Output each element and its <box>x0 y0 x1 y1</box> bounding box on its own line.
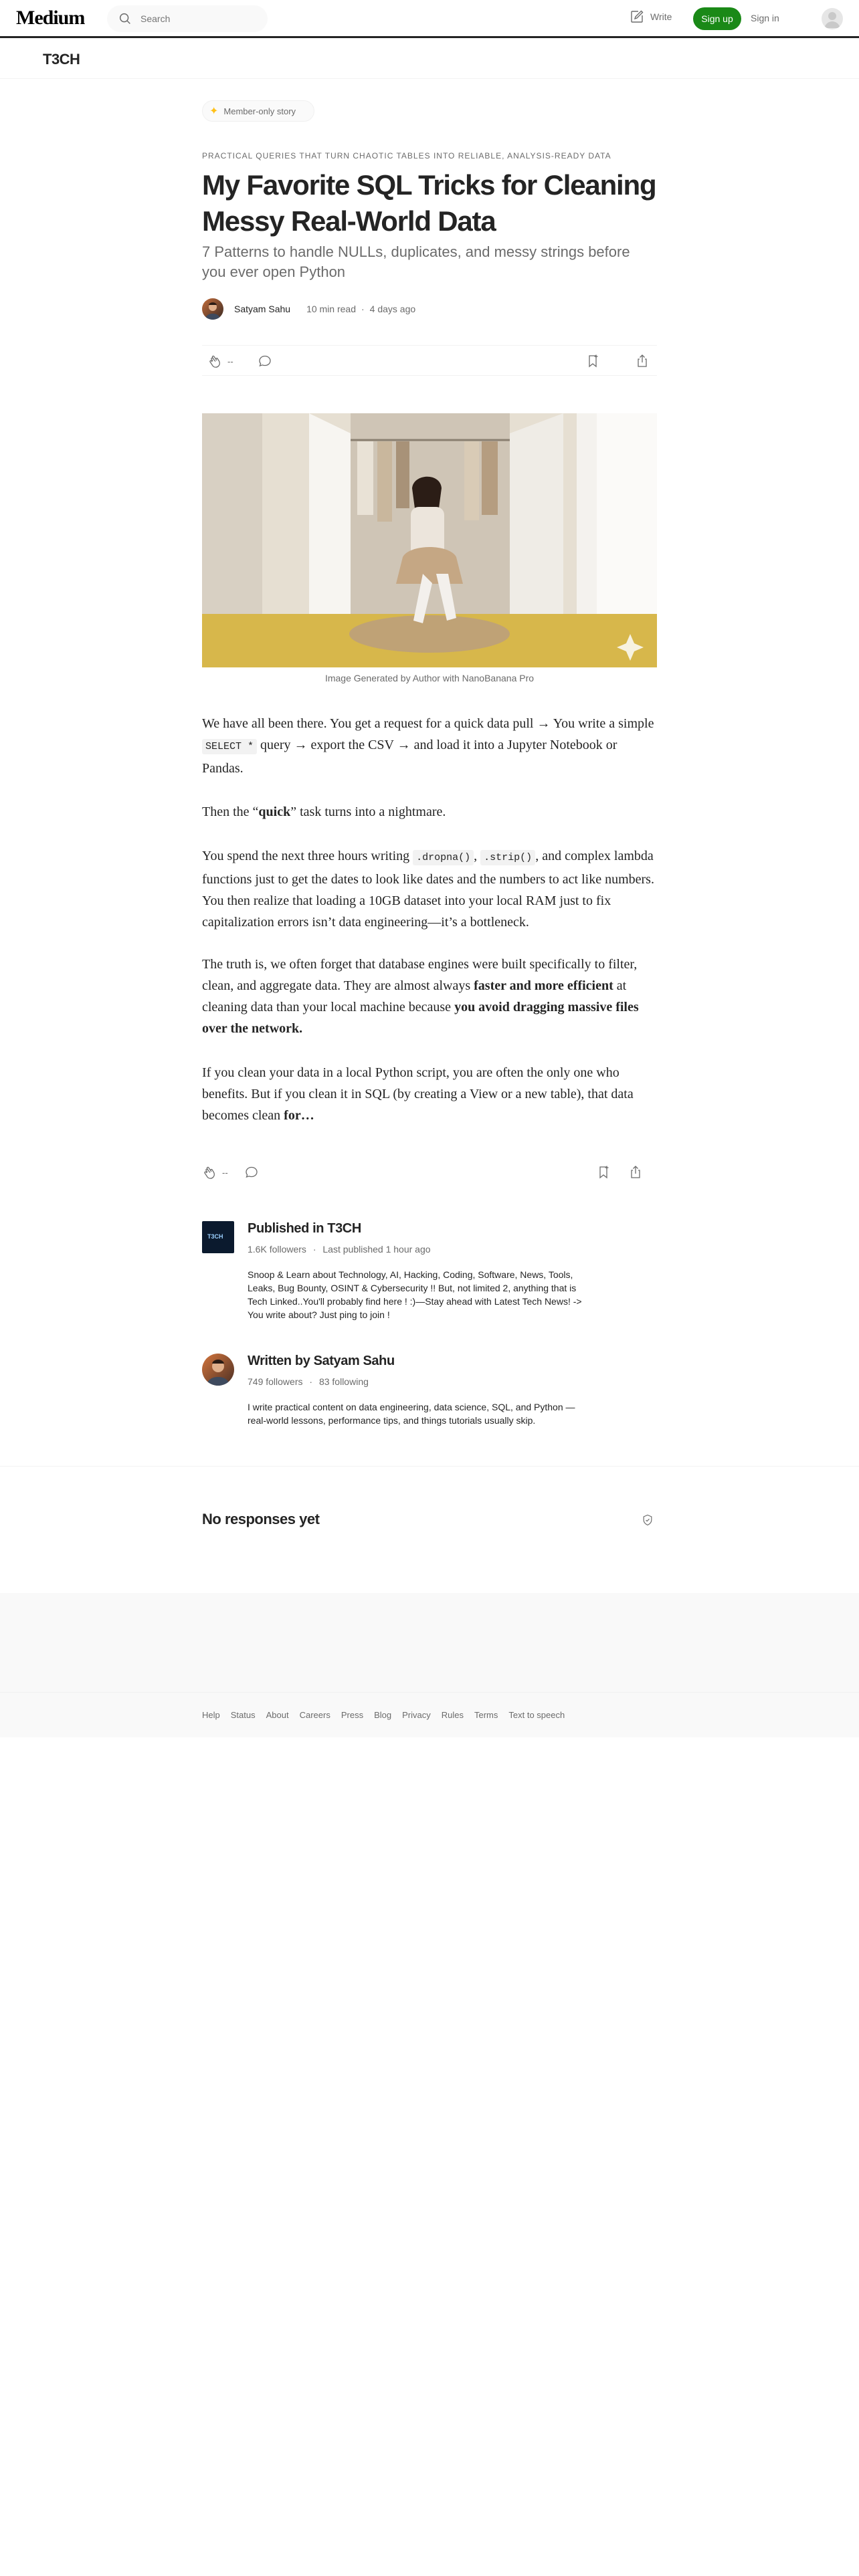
responses-section <box>0 1466 859 1593</box>
paragraph-2: Then the “quick” task turns into a nightmare. <box>202 804 446 819</box>
share-icon <box>628 1164 644 1180</box>
author-row <box>202 297 657 321</box>
user-icon <box>822 8 843 29</box>
write-label: Write <box>650 11 672 22</box>
user-avatar[interactable] <box>822 8 843 29</box>
publication-name[interactable]: T3CH <box>43 51 80 68</box>
publication-description: Snoop & Learn about Technology, AI, Hacking, Coding, Software, News, Tools, Leaks, Bug Bounty, OSINT & Cybersecurity !! But, not limited 2, anything that is Tech Linked..You'll probably find here ! :)—Stay ahead with Latest Tech News! -> You write about? Just ping to join ! <box>248 1269 582 1320</box>
share-icon <box>634 353 650 369</box>
writer-card-meta <box>248 1376 369 1387</box>
article-kicker: PRACTICAL QUERIES THAT TURN CHAOTIC TABLES INTO RELIABLE, ANALYSIS-READY DATA <box>202 151 611 160</box>
footer-link-privacy[interactable]: Privacy <box>402 1710 431 1720</box>
publication-thumbnail[interactable] <box>202 1221 234 1253</box>
publication-card-title[interactable]: Published in T3CH <box>248 1221 361 1236</box>
writer-avatar-image <box>202 1354 234 1386</box>
publish-date: 4 days ago <box>369 304 416 314</box>
inline-code: .dropna() <box>413 850 474 865</box>
clap-count: -- <box>222 1167 228 1178</box>
paragraph-5: If you clean your data in a local Python script, you are often the only one who benefits. But if you clean it in SQL (by creating a View or a new table), that data becomes clean for… <box>202 1065 634 1123</box>
author-avatar[interactable] <box>202 298 223 320</box>
article-subtitle: 7 Patterns to handle NULLs, duplicates, and messy strings before you ever open Python <box>202 243 630 280</box>
inline-code: .strip() <box>480 850 535 865</box>
footer-link-rules[interactable]: Rules <box>441 1710 464 1720</box>
writer-description: I write practical content on data engineering, data science, SQL, and Python — real-world lessons, performance tips, and things tutorials usually skip. <box>248 1402 575 1426</box>
author-name[interactable]: Satyam Sahu <box>234 304 291 314</box>
save-button[interactable] <box>585 353 601 369</box>
publication-thumbnail-text: T3CH <box>207 1233 223 1240</box>
clap-count: -- <box>227 356 233 366</box>
last-published: Last published 1 hour ago <box>322 1244 431 1255</box>
footer-link-status[interactable]: Status <box>230 1710 256 1720</box>
writer-following[interactable]: 83 following <box>318 1376 369 1387</box>
footer-link-terms[interactable]: Terms <box>474 1710 498 1720</box>
bold-text: quick <box>258 804 291 819</box>
bookmark-icon <box>585 353 601 369</box>
publication-bar <box>0 40 859 79</box>
comment-icon <box>257 353 273 369</box>
comment-icon <box>244 1164 260 1180</box>
medium-logo[interactable]: Medium <box>16 7 85 29</box>
write-icon <box>629 9 645 25</box>
share-button[interactable] <box>634 353 650 369</box>
footer-link-help[interactable]: Help <box>202 1710 220 1720</box>
recommendations-placeholder <box>0 1593 859 1692</box>
signup-button[interactable]: Sign up <box>693 7 741 30</box>
write-button[interactable] <box>629 9 672 25</box>
clap-button[interactable] <box>202 1164 228 1180</box>
publication-followers[interactable]: 1.6K followers <box>248 1244 306 1255</box>
responses-guidelines-icon[interactable] <box>641 1513 654 1527</box>
top-nav <box>0 0 859 38</box>
bold-text: faster and more efficient <box>474 978 613 993</box>
footer-link-careers[interactable]: Careers <box>299 1710 330 1720</box>
share-button[interactable] <box>628 1164 644 1180</box>
comment-button[interactable] <box>244 1164 260 1180</box>
author-avatar-image <box>202 298 223 320</box>
bold-text: you avoid dragging massive files over the network. <box>202 1000 639 1036</box>
inline-code: SELECT * <box>202 739 257 754</box>
footer <box>0 1692 859 1737</box>
meta-separator: · <box>361 304 365 314</box>
image-caption: Image Generated by Author with NanoBanana Pro <box>324 673 535 683</box>
signin-link[interactable]: Sign in <box>751 13 779 23</box>
comment-button[interactable] <box>257 353 273 369</box>
save-button[interactable] <box>595 1164 611 1180</box>
clap-button[interactable] <box>207 353 233 369</box>
footer-link-text-to-speech[interactable]: Text to speech <box>508 1710 565 1720</box>
star-icon: ✦ <box>209 106 219 117</box>
hero-illustration <box>202 413 657 667</box>
bookmark-icon <box>595 1164 611 1180</box>
clap-icon <box>207 353 223 369</box>
publication-card <box>202 1221 657 1328</box>
meta-separator: · <box>309 1376 313 1387</box>
footer-links <box>202 1710 575 1720</box>
paragraph-1: We have all been there. You get a request for a quick data pull → You write a simple SELECT * query → export the CSV → and load it into a Jupyter Notebook or Pandas. <box>202 716 654 776</box>
bold-text: for… <box>284 1108 314 1123</box>
writer-followers[interactable]: 749 followers <box>248 1376 303 1387</box>
bottom-action-bar <box>202 1157 657 1186</box>
article-title: My Favorite SQL Tricks for Cleaning Messy Real-World Data <box>202 169 656 237</box>
writer-avatar[interactable] <box>202 1354 234 1386</box>
search-icon <box>118 11 132 26</box>
responses-title: No responses yet <box>202 1511 320 1527</box>
publication-card-meta <box>248 1244 431 1255</box>
hero-image <box>202 413 657 667</box>
footer-link-press[interactable]: Press <box>341 1710 364 1720</box>
paragraph-3: You spend the next three hours writing .dropna() , .strip() , and complex lambda functions just to get the dates to look like dates and the numbers to act like numbers. You then realize that loading a 10GB dataset into your local RAM just to fix capitalization errors isn’t data engineering—it’s a bottleneck. <box>202 849 654 930</box>
search-input[interactable] <box>140 13 248 24</box>
writer-card <box>202 1354 657 1434</box>
article-action-bar <box>202 345 657 376</box>
read-time: 10 min read <box>306 304 356 314</box>
footer-link-about[interactable]: About <box>266 1710 289 1720</box>
writer-card-title[interactable]: Written by Satyam Sahu <box>248 1354 395 1368</box>
meta-separator: · <box>312 1244 316 1255</box>
paragraph-4: The truth is, we often forget that database engines were built specifically to filter, clean, and aggregate data. They are almost always faster and more efficient at cleaning data than your local machine because you avoid dragging massive files over the network. <box>202 957 639 1036</box>
clap-icon <box>202 1164 218 1180</box>
search-box[interactable] <box>107 5 268 32</box>
member-only-badge <box>202 100 314 122</box>
footer-link-blog[interactable]: Blog <box>374 1710 392 1720</box>
member-only-label: Member-only story <box>223 106 296 116</box>
